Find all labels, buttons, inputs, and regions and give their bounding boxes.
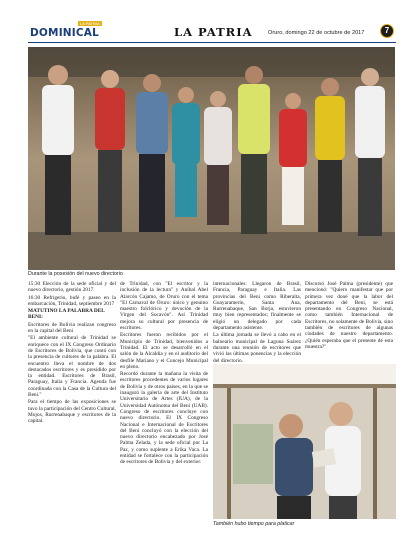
logo-tag: LA PATRIA: [80, 21, 100, 26]
logo-name: DOMINICAL: [30, 27, 100, 39]
person-5: [204, 91, 232, 225]
main-photo-caption: Durante la posesión del nuevo directorio: [28, 271, 123, 277]
conversation-photo: [213, 364, 396, 519]
person-9: [355, 68, 385, 236]
paragraph: Escritores fueron recibidos por el Municipio de Trinidad, bienvenidos a Trinidad. El acto se desarrolló en el salón de la Alcaldía y en el auditorio del desfile Mariano y el Concejo Municipal en pleno.: [120, 332, 208, 370]
newspaper-header: [0, 0, 420, 48]
section-subhead: MATUTINO LA PALABRA DEL BENI:: [28, 308, 105, 321]
paragraph: Escritores de Bolivia realizan congreso en la capital del Beni: [28, 321, 116, 335]
second-photo-caption: También hubo tiempo para platicar: [213, 521, 295, 527]
page-number-badge: 7: [380, 24, 394, 38]
paragraph: de Trinidad, con "El escritor y la inclusión de la lectura" y Aníbal Abel Alarcón Cajamo, de Oruro con el tema "El Carnaval de Oruro: único y genuino maestro folclórico y devoción de la Virgen del Socavón". Así Trinidad mejora su cultural por presencia de escritores.: [120, 281, 208, 332]
person-7: [279, 93, 307, 225]
group-swearing-in-photo: [28, 47, 395, 270]
article-column-1: [28, 281, 116, 536]
header-divider: [28, 42, 396, 43]
person-1: [42, 65, 74, 235]
dominical-logo: [30, 21, 102, 40]
paragraph: "El ambiente cultural de Trinidad se enriquece con el IX Congreso Ordinario de Escritores de Bolivia, que contó con la presencia de cultores de la palabra. El encuentro lleva el nombre de dos destacados escritores y es presidido por la entidad. Escritores de Brasil, Paraguay, Italia y Francia. Agenda fue coordinada con la Casa de la Cultura del Beni.": [28, 335, 116, 399]
person-8: [315, 78, 345, 232]
conversation-photo-illustration: [213, 364, 396, 519]
paragraph: La última jornada se llevó a cabo en el balneario municipal de Laguna Suárez durante una reunión de escritores que vivió las últimas ponencias y la elección del directorio.: [213, 332, 301, 364]
article-column-2: [120, 281, 208, 536]
person-4: [172, 87, 200, 217]
article-column-3: [213, 281, 301, 364]
paragraph: Recordó durante la mañana la visita de escritores procedentes de varios lugares de Bolivia y de otros países, en la que se inauguró la galería de arte del Instituto Universitario de Artes (IUA), de la Universidad Autónoma del Beni (UAB). Congreso de escritores concluye con nuevo directorio. El IX Congreso Nacional e Internacional de Escritores del Beni concluyó con la elección del nuevo directorio encabezado por José Palma Zelada, y la sede oficial por La Paz, y como suplente a Erika Vaca. La entidad se fortalece con la participación de escritores de Bolivia y del exterior.: [120, 371, 208, 466]
person-2: [95, 70, 125, 232]
article-column-4: [305, 281, 393, 365]
person-3: [136, 74, 168, 232]
paragraph: Discursó José Palma (presidente) que mencionó: "Quiero manifestar que por primera vez doné que la labor del departamento del Beni, se está presentando en Congreso Nacional, como también Internacional de Escritores, no solamente de Bolivia, sino también de escritores de algunas ciudades de nuestro departamento. ¿Quién esperaba que el presente dé esta muestra?": [305, 281, 393, 350]
person-6: [238, 66, 270, 234]
edition-date: Oruro, domingo 22 de octubre de 2017: [268, 30, 365, 36]
paragraph: internacionales: Llegaron de Brasil, Francia, Paraguay e Italia. Las provincias del Beni como Riberalta, Guayaramerín, Santa Ana, Rurrenabaque, San Borja, estuvieron muy bien representados; finalmente se eligió un delegado por cada departamento asistente.: [213, 281, 301, 332]
paragraph: Para el tiempo de las exposiciones se tuvo la participación del Centro Cultural, Mojos, Rurrenabaque y escritores de la capital.: [28, 399, 116, 425]
paragraph: 15:30 Elección de la sede oficial y del nuevo directorio, gestión 2017: [28, 281, 116, 294]
paragraph: 16:30 Refrigerio, bufé y paseo en la embarcación, Trinidad, septiembre 2017: [28, 294, 116, 307]
newspaper-name: LA PATRIA: [174, 25, 253, 39]
group-photo-illustration: [28, 47, 395, 270]
